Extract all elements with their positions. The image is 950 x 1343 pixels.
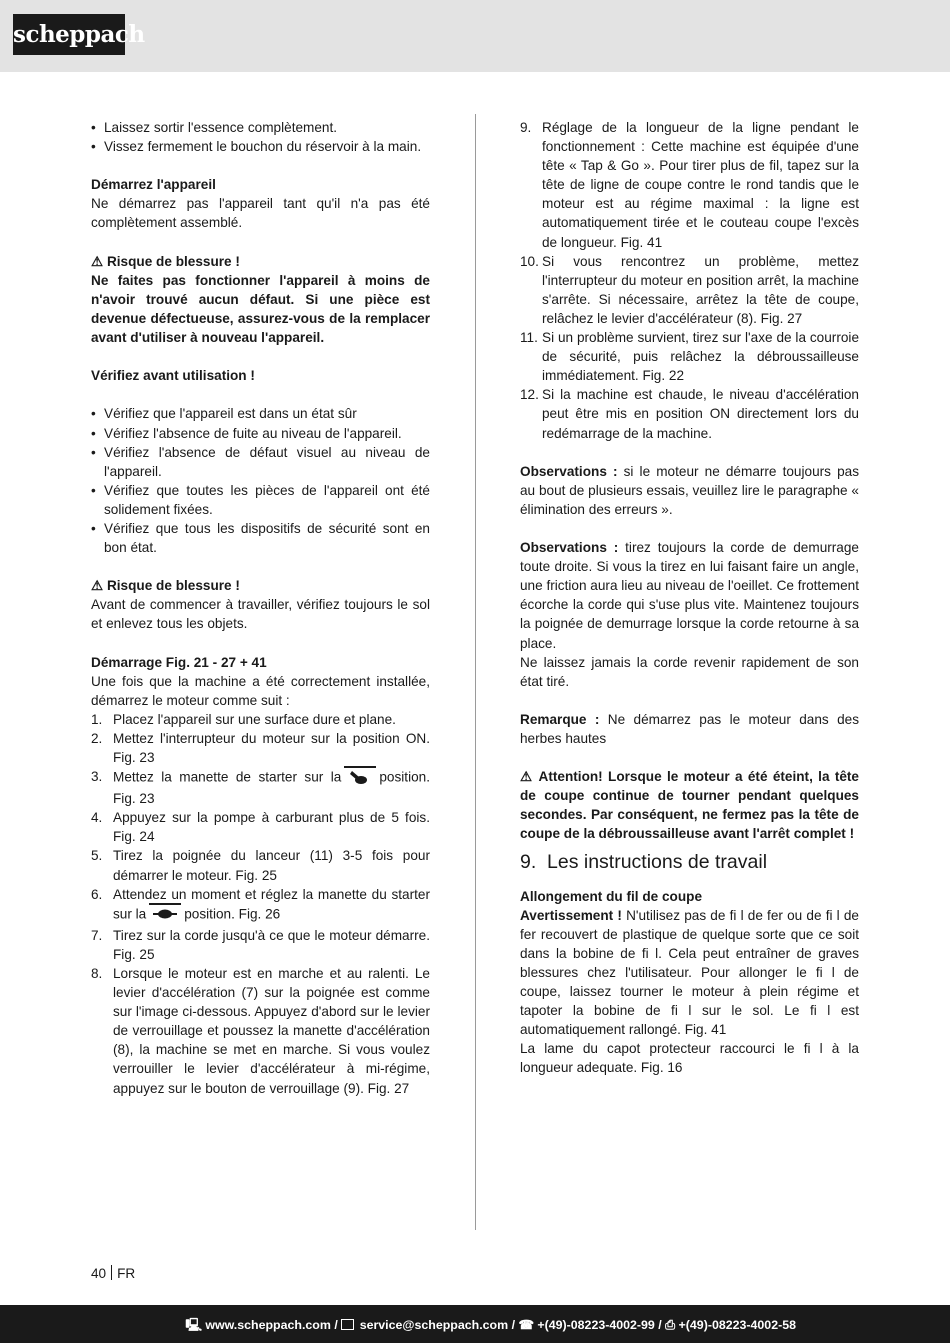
final-paragraph: La lame du capot protecteur raccourci le fi l à la longueur adequate. Fig. 16	[520, 1041, 859, 1076]
list-item: • Vérifiez que l'appareil est dans un état sûr	[91, 406, 357, 422]
startup-heading: Démarrage Fig. 21 - 27 + 41	[91, 654, 267, 670]
warning-title: ⚠ Risque de blessure !	[91, 578, 240, 594]
fax-icon: ⎙	[665, 1318, 676, 1332]
start-text: Ne démarrez pas l'appareil tant qu'il n'a pas été complètement assemblé.	[91, 196, 430, 231]
step-item: 11. Si un problème survient, tirez sur l'axe de la courroie de sécurité, puis relâchez la débroussailleuse immédiatement. Fig. 22	[520, 330, 859, 384]
step-item: 12. Si la machine est chaude, le niveau d'accélération peut être mis en position ON directement lors du redémarrage de la machine.	[520, 387, 859, 441]
step-item: 2. Mettez l'interrupteur du moteur sur la position ON. Fig. 23	[91, 731, 430, 766]
brand-logo: scheppach	[13, 14, 125, 55]
page-footer: 🖳 www.scheppach.com / service@scheppach.com / ☎ +(49)-08223-4002-99 / ⎙ +(49)-08223-4002-58	[0, 1305, 950, 1343]
computer-icon: 🖳	[185, 1318, 202, 1332]
sub-heading: Allongement du fil de coupe	[520, 888, 703, 904]
step-item: 1. Placez l'appareil sur une surface dure et plane.	[91, 711, 396, 727]
list-item: • Vérifiez l'absence de fuite au niveau de l'appareil.	[91, 425, 402, 441]
check-heading: Vérifiez avant utilisation !	[91, 368, 255, 384]
choke-open-icon	[149, 903, 181, 925]
attention-note: ⚠ Attention! Lorsque le moteur a été éteint, la tête de coupe continue de tourner pendant quelques secondes. Par conséquent, ne fermez pas la tête de coupe de la débroussailleuse avant l'arrêt complet !	[520, 769, 859, 842]
list-item: • Vérifiez l'absence de défaut visuel au niveau de l'appareil.	[91, 444, 430, 479]
warning-paragraph: Avertissement ! N'utilisez pas de fi l de fer ou de fi l de fer recouvert de plastique de quelque sorte que ce soit dans la bobine de fi l. Cela peut entraîner de graves blessures chez l'utilisateur. Pour allonger le fi l de coupe, laissez tourner le moteur à plein régime et tapoter la bobine de fi l sur le sol. Le fi l est automatiquement rallongé. Fig. 41	[520, 907, 859, 1038]
step-item: 10. Si vous rencontrez un problème, mettez l'interrupteur du moteur en position arrêt, la machine s'arrête. Si nécessaire, arrêtez la tête de coupe, relâchez le levier d'accélérateur (8). Fig. 27	[520, 253, 859, 326]
step-item: 6. Attendez un moment et réglez la manette du starter sur la position. Fig. 26	[91, 885, 430, 926]
list-item: • Vissez fermement le bouchon du réservoir à la main.	[91, 139, 422, 155]
choke-closed-icon	[344, 766, 376, 788]
page-number: 40 FR	[91, 1266, 136, 1281]
page-header	[0, 0, 950, 72]
step-item: 8. Lorsque le moteur est en marche et au ralenti. Le levier d'accélération (7) sur la poignée est comme sur l'image ci-dessous. Appuyez d'abord sur le levier de verrouillage et poussez la manette d'accélération (8), la machine se met en marche. Si vous voulez verrouiller le levier d'accélérateur à mi-régime, appuyez sur le bouton de verrouillage (9). Fig. 27	[91, 965, 430, 1096]
observation-note: Observations : tirez toujours la corde de demurrage toute droite. Si vous la tirez en lui faisant faire un angle, une friction aura lieu au niveau de l'oeillet. Ce frottement écorche la corde qui s'use plus vite. Maintenez toujours la poignée de demurrage lorsque la corde retourne à sa place.	[520, 540, 859, 651]
start-heading: Démarrez l'appareil	[91, 177, 216, 193]
step-item: 3. Mettez la manette de starter sur la position. Fig. 23	[91, 767, 430, 808]
list-item: • Vérifiez que toutes les pièces de l'appareil ont été solidement fixées.	[91, 482, 430, 517]
remark-note: Remarque : Ne démarrez pas le moteur dans des herbes hautes	[520, 711, 859, 746]
email-icon	[341, 1319, 354, 1330]
website-link[interactable]: www.scheppach.com	[205, 1318, 331, 1332]
phone-number: +(49)-08223-4002-99	[537, 1318, 655, 1332]
section-heading: 9. Les instructions de travail	[520, 850, 768, 873]
list-item: • Laissez sortir l'essence complètement.	[91, 120, 338, 135]
fax-number: +(49)-08223-4002-58	[678, 1318, 796, 1332]
startup-intro: Une fois que la machine a été correctement installée, démarrez le moteur comme suit :	[91, 673, 430, 708]
right-column	[520, 118, 859, 1078]
step-item: 5. Tirez la poignée du lanceur (11) 3-5 fois pour démarrer le moteur. Fig. 25	[91, 848, 430, 883]
step-item: 7. Tirez sur la corde jusqu'à ce que le moteur démarre. Fig. 25	[91, 927, 430, 962]
phone-icon: ☎	[518, 1318, 534, 1332]
warning-text: Ne faites pas fonctionner l'appareil à moins de n'avoir trouvé aucun défaut. Si une pièce est devenue défectueuse, assurez-vous de la remplacer avant d'utiliser à nouveau l'appareil.	[91, 272, 430, 346]
step-item: 4. Appuyez sur la pompe à carburant plus de 5 fois. Fig. 24	[91, 810, 430, 845]
step-item: 9. Réglage de la longueur de la ligne pendant le fonctionnement : Cette machine est équipée d'une tête « Tap & Go ». Pour tirer plus de fil, tapez sur la tête de ligne de coupe contre le rond tandis que le moteur est au régime maximal : la ligne est automatiquement tirée et le couteau coupe l'excès de longueur. Fig. 41	[520, 120, 859, 250]
list-item: • Vérifiez que tous les dispositifs de sécurité sont en bon état.	[91, 520, 430, 556]
warning-title: ⚠ Risque de blessure !	[91, 253, 240, 269]
column-divider	[475, 114, 476, 1230]
warning-text: Avant de commencer à travailler, vérifiez toujours le sol et enlevez tous les objets.	[91, 597, 430, 632]
email-link[interactable]: service@scheppach.com	[359, 1318, 509, 1332]
observation-note-extra: Ne laissez jamais la corde revenir rapidement de son état tiré.	[520, 654, 859, 689]
left-column	[91, 118, 430, 1098]
observation-note: Observations : si le moteur ne démarre toujours pas au bout de plusieurs essais, veuillez lire le paragraphe « élimination des erreurs ».	[520, 463, 859, 517]
